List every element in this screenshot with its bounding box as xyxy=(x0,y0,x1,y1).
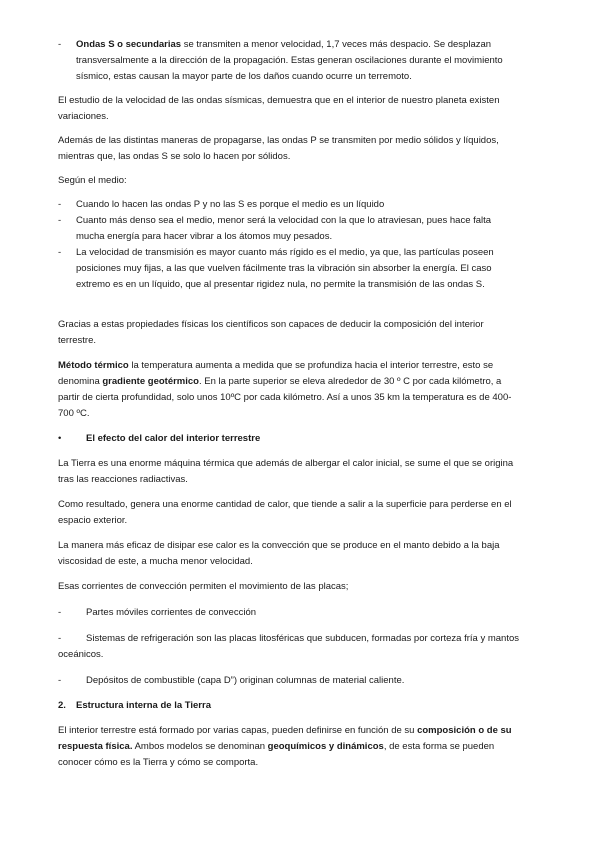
paragraph-segun: Según el medio: xyxy=(58,175,127,186)
paragraph-text: . En la parte superior se eleva alrededor de 30 º C por cada kilómetro, a partir de cierta profundidad, solo unos 10ºC por cada kilómetro. Así a unos 35 km la temperatura es de 400-700 ºC. xyxy=(58,376,512,419)
list-item-text: Depósitos de combustible (capa D”) originan columnas de material caliente. xyxy=(86,675,405,686)
list-dash: - xyxy=(58,633,62,644)
term-composicion: composición o de su respuesta física. xyxy=(58,725,512,752)
paragraph-manera: La manera más eficaz de disipar ese calor es la convección que se produce en el manto debido a la baja viscosidad de este, a mucha menor velocidad. xyxy=(58,540,500,567)
list-item xyxy=(58,631,520,663)
bullet-icon: • xyxy=(58,433,62,444)
list-item-text: Partes móviles corrientes de convección xyxy=(86,607,257,618)
list-dash: - xyxy=(58,247,62,258)
list-dash: - xyxy=(58,39,62,50)
definition-text: se transmiten a menor velocidad, 1,7 veces más despacio. Se desplazan transversalmente a la dirección de la propagación. Estas generan oscilaciones durante el movimiento sísmico, estas causan la mayor parte de los daños cuando ocurre un terremoto. xyxy=(76,39,503,82)
term-ondas-s: Ondas S o secundarias xyxy=(76,39,182,50)
paragraph-text: El interior terrestre está formado por varias capas, pueden definirse en función de su xyxy=(58,725,418,736)
paragraph-metodo-termico xyxy=(58,358,520,422)
list-dash: - xyxy=(58,607,62,618)
list-dash: - xyxy=(58,675,62,686)
term-modelos: geoquímicos y dinámicos xyxy=(267,741,384,752)
heading-text: El efecto del calor del interior terrestre xyxy=(86,433,261,444)
list-item-text: La velocidad de transmisión es mayor cuanto más rígido es el medio, ya que, las partículas poseen posiciones muy fijas, a las que vuelven fácilmente tras la vibración sin absorber la energía. El caso extremo es en un líquido, que al presentar rigidez nula, no permite la transmisión de las ondas S. xyxy=(76,247,494,290)
paragraph-gracias: Gracias a estas propiedades físicas los científicos son capaces de deducir la composición del interior terrestre. xyxy=(58,319,484,346)
list-item-text: Cuanto más denso sea el medio, menor será la velocidad con la que lo atraviesan, pues hace falta mucha energía para hacer vibrar a los átomos muy pesados. xyxy=(76,215,492,242)
heading-text: Estructura interna de la Tierra xyxy=(76,700,211,711)
paragraph-resultado: Como resultado, genera una enorme cantidad de calor, que tiende a salir a la superficie para perderse en el espacio exterior. xyxy=(58,499,512,526)
heading-number: 2. xyxy=(58,700,66,711)
list-dash: - xyxy=(58,199,62,210)
paragraph-ademas: Además de las distintas maneras de propagarse, las ondas P se transmiten por medio sólidos y líquidos, mientras que, las ondas S se solo lo hacen por sólidos. xyxy=(58,135,499,162)
paragraph-text: la temperatura aumenta a medida que se profundiza hacia el interior terrestre, esto se denomina xyxy=(58,360,494,387)
paragraph-text: , de esta forma se pueden conocer cómo es la Tierra y cómo se comporta. xyxy=(58,741,495,768)
list-item-text xyxy=(76,37,520,85)
list-dash: - xyxy=(58,215,62,226)
paragraph-text: Ambos modelos se denominan xyxy=(132,741,268,752)
paragraph-esas: Esas corrientes de convección permiten el movimiento de las placas; xyxy=(58,581,349,592)
list-item-text: Sistemas de refrigeración son las placas litosféricas que subducen, formadas por corteza fría y mantos oceánicos. xyxy=(58,633,519,660)
paragraph-tierra: La Tierra es una enorme máquina térmica que además de albergar el calor inicial, se sume el que se origina tras las reacciones radiactivas. xyxy=(58,458,514,485)
term-metodo-termico: Método térmico xyxy=(58,360,129,371)
paragraph-interior xyxy=(58,723,520,771)
term-gradiente: gradiente geotérmico xyxy=(102,376,199,387)
paragraph-estudio: El estudio de la velocidad de las ondas sísmicas, demuestra que en el interior de nuestro planeta existen variaciones. xyxy=(58,95,500,122)
list-item-text: Cuando lo hacen las ondas P y no las S es porque el medio es un líquido xyxy=(76,199,385,210)
